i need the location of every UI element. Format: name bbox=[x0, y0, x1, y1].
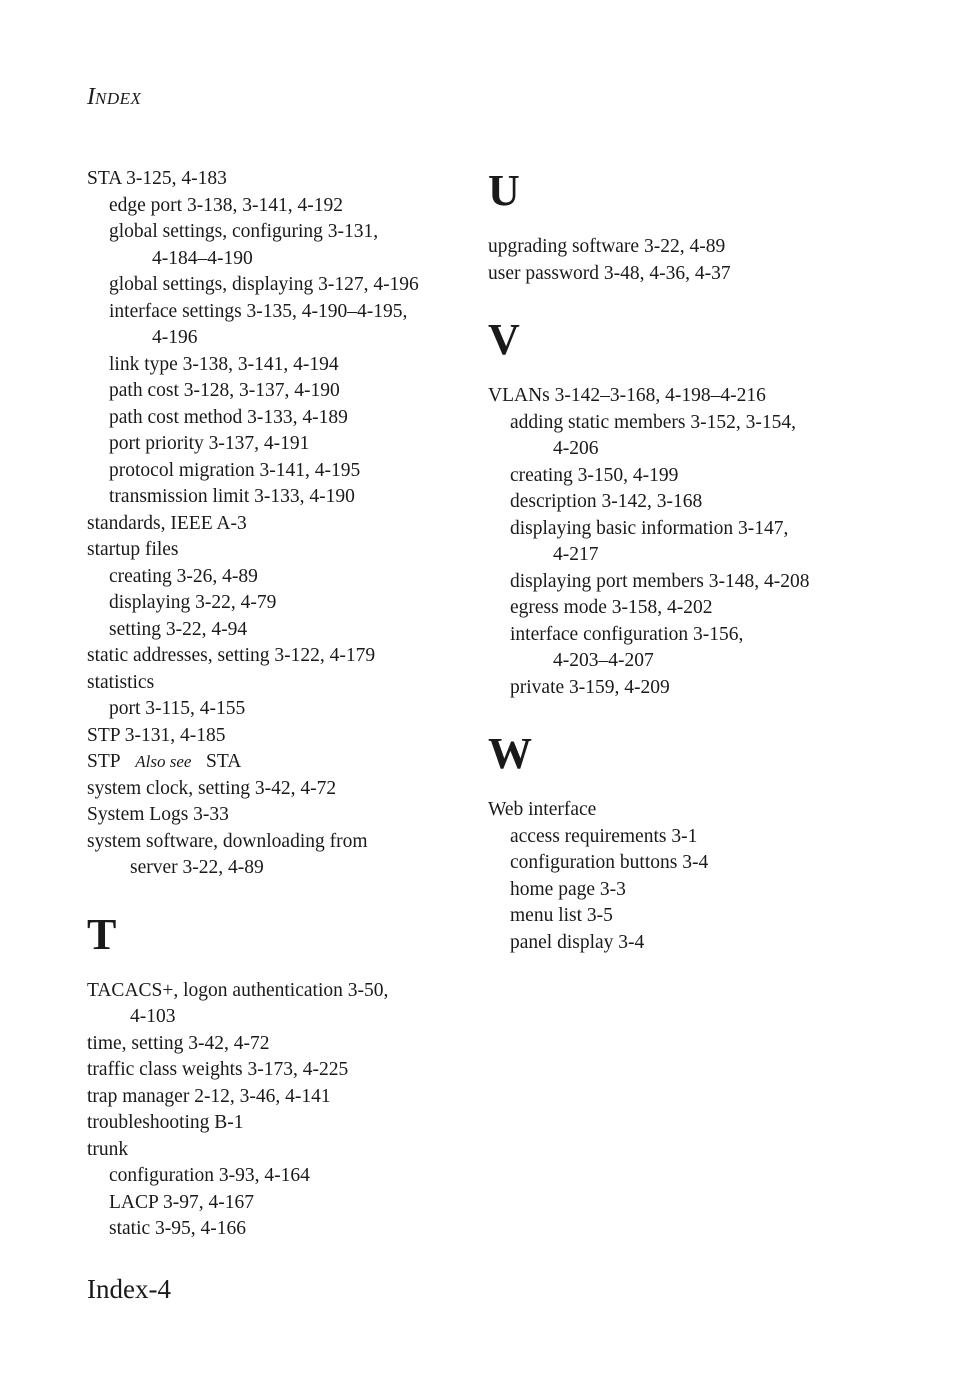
running-head-initial: I bbox=[87, 84, 95, 110]
index-subentry: displaying basic information 3-147, bbox=[510, 517, 789, 539]
index-subentry: menu list 3-5 bbox=[510, 905, 613, 926]
index-group-s bbox=[87, 166, 467, 749]
index-subentry: static 3-95, 4-166 bbox=[109, 1218, 247, 1239]
index-entry-continuation: 4-217 bbox=[553, 544, 599, 565]
index-subentry: transmission limit 3-133, 4-190 bbox=[109, 486, 355, 507]
index-subentry: LACP 3-97, 4-167 bbox=[109, 1191, 254, 1213]
index-subentry: home page 3-3 bbox=[510, 878, 626, 900]
index-entry: STP 3-131, 4-185 bbox=[87, 724, 226, 746]
index-entry: time, setting 3-42, 4-72 bbox=[87, 1032, 270, 1054]
index-subentry: link type 3-138, 3-141, 4-194 bbox=[109, 353, 339, 375]
index-entry-continuation: 4-206 bbox=[553, 438, 599, 459]
index-entry: startup files bbox=[87, 539, 179, 560]
index-subentry: interface configuration 3-156, bbox=[510, 623, 744, 645]
index-subentry: creating 3-150, 4-199 bbox=[510, 464, 679, 486]
index-entry-continuation: 4-203–4-207 bbox=[553, 650, 654, 671]
index-entry-continuation: 4-103 bbox=[130, 1006, 176, 1027]
index-subentry: configuration buttons 3-4 bbox=[510, 852, 709, 873]
index-entry: STA 3-125, 4-183 bbox=[87, 168, 227, 189]
index-subentry: protocol migration 3-141, 4-195 bbox=[109, 459, 361, 481]
index-group-s-tail bbox=[87, 776, 467, 882]
index-group-w bbox=[488, 797, 888, 956]
section-letter-t: T bbox=[87, 909, 117, 959]
index-entry: statistics bbox=[87, 671, 155, 693]
index-subentry: creating 3-26, 4-89 bbox=[109, 565, 258, 587]
index-entry: trap manager 2-12, 3-46, 4-141 bbox=[87, 1085, 331, 1107]
index-subentry: global settings, displaying 3-127, 4-196 bbox=[109, 274, 419, 295]
index-group-u bbox=[488, 234, 888, 287]
see-also-term: STP bbox=[87, 751, 121, 772]
index-subentry: configuration 3-93, 4-164 bbox=[109, 1165, 310, 1186]
index-subentry: path cost method 3-133, 4-189 bbox=[109, 406, 348, 428]
index-entry: traffic class weights 3-173, 4-225 bbox=[87, 1059, 349, 1080]
running-head-rest: NDEX bbox=[95, 89, 142, 108]
index-subentry: description 3-142, 3-168 bbox=[510, 491, 703, 512]
see-also-target: STA bbox=[206, 751, 242, 772]
index-entry: System Logs 3-33 bbox=[87, 804, 229, 825]
index-subentry: port priority 3-137, 4-191 bbox=[109, 433, 310, 454]
index-subentry: egress mode 3-158, 4-202 bbox=[510, 597, 713, 618]
index-subentry: setting 3-22, 4-94 bbox=[109, 618, 248, 640]
index-entry-continuation: 4-184–4-190 bbox=[152, 247, 253, 269]
section-letter-v: V bbox=[488, 315, 520, 364]
index-subentry: private 3-159, 4-209 bbox=[510, 676, 670, 698]
index-subentry: port 3-115, 4-155 bbox=[109, 698, 246, 719]
index-entry: upgrading software 3-22, 4-89 bbox=[488, 236, 726, 257]
index-subentry: displaying port members 3-148, 4-208 bbox=[510, 570, 810, 592]
section-letter-w: W bbox=[488, 729, 532, 778]
index-entry: user password 3-48, 4-36, 4-37 bbox=[488, 262, 731, 284]
index-entry-continuation: server 3-22, 4-89 bbox=[130, 857, 264, 878]
index-group-v bbox=[488, 383, 888, 701]
page-folio: Index-4 bbox=[87, 1274, 171, 1304]
index-subentry: path cost 3-128, 3-137, 4-190 bbox=[109, 380, 340, 401]
index-column-right bbox=[488, 166, 888, 956]
index-entry: VLANs 3-142–3-168, 4-198–4-216 bbox=[488, 385, 766, 406]
index-group-t bbox=[87, 978, 467, 1243]
index-entry-stp-see-also bbox=[87, 749, 467, 776]
index-entry: system software, downloading from bbox=[87, 830, 368, 852]
index-subentry: interface settings 3-135, 4-190–4-195, bbox=[109, 300, 408, 322]
index-entry-continuation: 4-196 bbox=[152, 327, 198, 348]
index-entry: TACACS+, logon authentication 3-50, bbox=[87, 979, 389, 1001]
index-subentry: displaying 3-22, 4-79 bbox=[109, 592, 277, 613]
index-subentry: adding static members 3-152, 3-154, bbox=[510, 411, 796, 433]
index-entry: system clock, setting 3-42, 4-72 bbox=[87, 777, 337, 799]
index-subentry: access requirements 3-1 bbox=[510, 825, 698, 847]
index-entry: troubleshooting B-1 bbox=[87, 1112, 244, 1133]
index-entry: static addresses, setting 3-122, 4-179 bbox=[87, 645, 376, 666]
running-head bbox=[87, 82, 141, 114]
index-subentry: edge port 3-138, 3-141, 4-192 bbox=[109, 194, 343, 216]
index-subentry: global settings, configuring 3-131, bbox=[109, 221, 379, 242]
index-column-left bbox=[87, 166, 467, 1243]
index-subentry: panel display 3-4 bbox=[510, 931, 645, 953]
see-also-label: Also see bbox=[135, 752, 192, 771]
section-letter-u: U bbox=[488, 166, 520, 215]
index-entry: trunk bbox=[87, 1138, 129, 1160]
index-entry: Web interface bbox=[488, 799, 597, 820]
index-entry: standards, IEEE A-3 bbox=[87, 512, 247, 534]
